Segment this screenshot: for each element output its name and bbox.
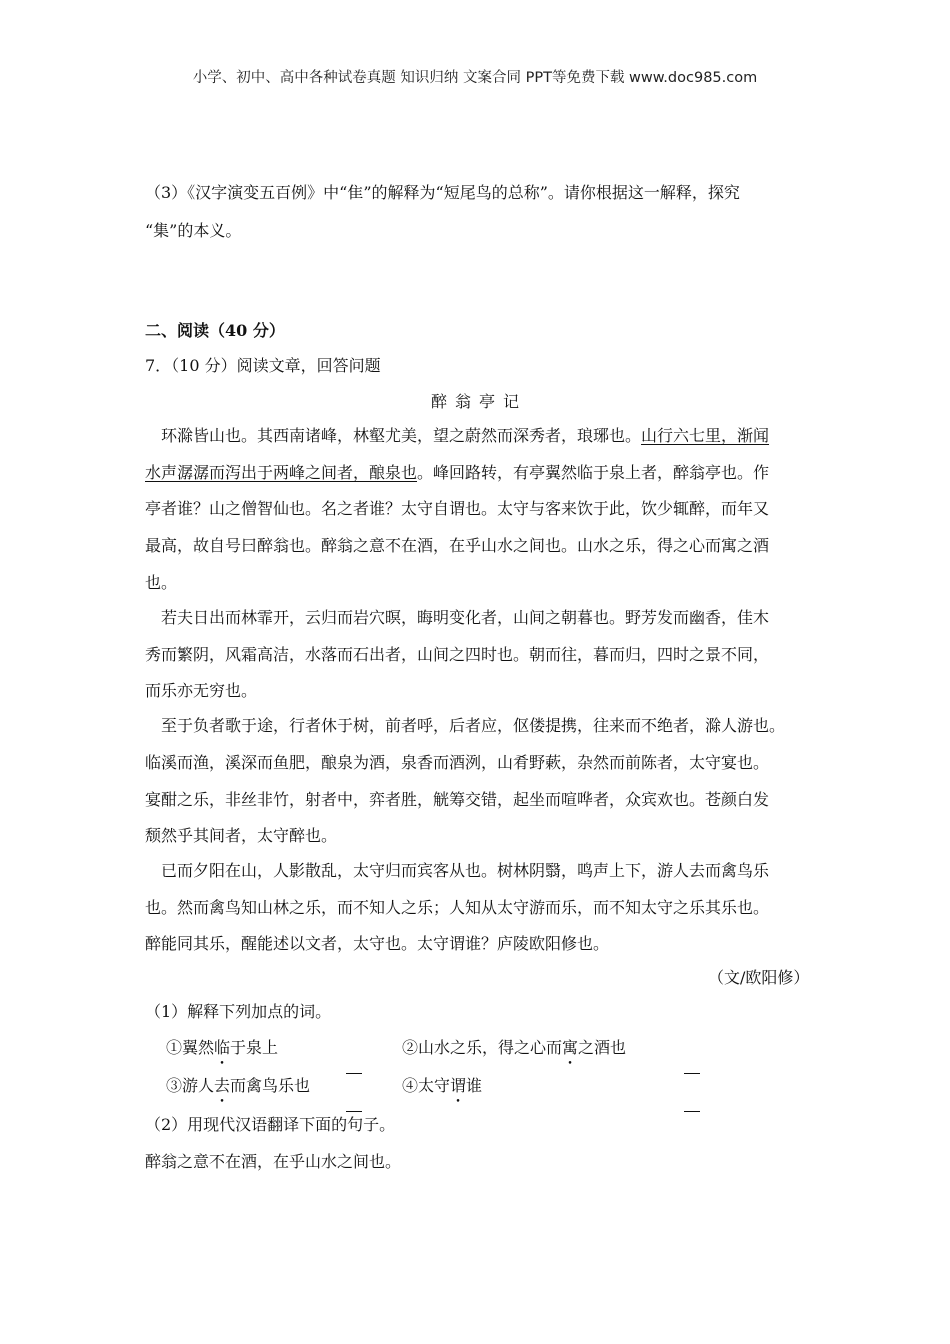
article-p3-line2: 临溪而渔，溪深而鱼肥，酿泉为酒，泉香而酒洌，山肴野蔌，杂然而前陈者，太守宴也。 bbox=[145, 753, 770, 772]
answer-blank[interactable] bbox=[346, 1093, 362, 1112]
article-p2-line1: 若夫日出而林霏开，云归而岩穴暝，晦明变化者，山间之朝暮也。野芳发而幽香，佳木 bbox=[161, 608, 770, 627]
translation-sentence: 醉翁之意不在酒，在乎山水之间也。 bbox=[145, 1152, 402, 1171]
underlined-text: 山行六七里，渐闻 bbox=[641, 426, 770, 445]
question-7-title: 7．（10 分）阅读文章，回答问题 bbox=[145, 356, 381, 375]
dotted-word: 寓 bbox=[562, 1038, 579, 1057]
q3-line-2: “集”的本义。 bbox=[145, 221, 242, 240]
item-text: 而禽鸟乐也 bbox=[230, 1076, 311, 1095]
item-number: ④ bbox=[402, 1076, 419, 1095]
item-text: 之酒也 bbox=[578, 1038, 627, 1057]
article-p4-line2: 也。然而禽鸟知山林之乐，而不知人之乐；人知从太守游而乐，而不知太守之乐其乐也。 bbox=[145, 898, 770, 917]
article-title: 醉翁亭记 bbox=[431, 392, 528, 411]
item-2 bbox=[402, 1038, 626, 1058]
article-p1-line5: 也。 bbox=[145, 573, 178, 592]
section-heading: 二、阅读（40 分） bbox=[145, 321, 285, 340]
item-4 bbox=[402, 1076, 482, 1096]
item-text: 于泉上 bbox=[230, 1038, 279, 1057]
item-number: ③ bbox=[166, 1076, 183, 1095]
item-1 bbox=[166, 1038, 278, 1058]
article-source: （文/欧阳修） bbox=[708, 968, 810, 987]
sub-question-1-prompt: （1）解释下列加点的词。 bbox=[145, 1002, 332, 1021]
item-text: 谁 bbox=[466, 1076, 483, 1095]
item-text: 游人 bbox=[182, 1076, 215, 1095]
article-p3-line3: 宴酣之乐，非丝非竹，射者中，弈者胜，觥筹交错，起坐而喧哗者，众宾欢也。苍颜白发 bbox=[145, 790, 770, 809]
underlined-text: 水声潺潺而泻出于两峰之间者，酿泉也 bbox=[145, 463, 418, 482]
item-number: ② bbox=[402, 1038, 419, 1057]
page-header-banner: 小学、初中、高中各种试卷真题 知识归纳 文案合同 PPT等免费下载 www.doc985.com bbox=[192, 70, 758, 86]
item-3 bbox=[166, 1076, 310, 1096]
dotted-word: 谓 bbox=[450, 1076, 467, 1095]
article-p1-line3: 亭者谁？山之僧智仙也。名之者谁？太守自谓也。太守与客来饮于此，饮少辄醉，而年又 bbox=[145, 499, 770, 518]
article-p3-line4: 颓然乎其间者，太守醉也。 bbox=[145, 826, 338, 845]
article-p2-line2: 秀而繁阴，风霜高洁，水落而石出者，山间之四时也。朝而往，暮而归，四时之景不同， bbox=[145, 645, 770, 664]
article-p1-line1 bbox=[161, 426, 769, 446]
item-text: 太守 bbox=[418, 1076, 451, 1095]
article-p4-line3: 醉能同其乐，醒能述以文者，太守也。太守谓谁？庐陵欧阳修也。 bbox=[145, 934, 610, 953]
q3-line-1: （3）《汉字演变五百例》中“隹”的解释为“短尾鸟的总称”。请你根据这一解释，探究 bbox=[145, 183, 740, 202]
item-number: ① bbox=[166, 1038, 183, 1057]
dotted-word: 去 bbox=[214, 1076, 231, 1095]
answer-blank[interactable] bbox=[346, 1055, 362, 1074]
dotted-word: 临 bbox=[214, 1038, 231, 1057]
item-text: 山水之乐，得之心而 bbox=[418, 1038, 563, 1057]
article-p4-line1: 已而夕阳在山，人影散乱，太守归而宾客从也。树林阴翳，鸣声上下，游人去而禽鸟乐 bbox=[161, 861, 770, 880]
article-p2-line3: 而乐亦无穷也。 bbox=[145, 681, 258, 700]
article-text: 环滁皆山也。其西南诸峰，林壑尤美，望之蔚然而深秀者，琅琊也。 bbox=[161, 426, 642, 445]
answer-blank[interactable] bbox=[684, 1055, 700, 1074]
article-p1-line2 bbox=[145, 463, 769, 483]
article-text: 。峰回路转，有亭翼然临于泉上者，醉翁亭也。作 bbox=[417, 463, 770, 482]
article-p1-line4: 最高，故自号曰醉翁也。醉翁之意不在酒，在乎山水之间也。山水之乐，得之心而寓之酒 bbox=[145, 536, 770, 555]
sub-question-2-prompt: （2）用现代汉语翻译下面的句子。 bbox=[145, 1115, 396, 1134]
article-p3-line1: 至于负者歌于途，行者休于树，前者呼，后者应，伛偻提携，往来而不绝者，滁人游也。 bbox=[161, 716, 786, 735]
answer-blank[interactable] bbox=[684, 1093, 700, 1112]
item-text: 翼然 bbox=[182, 1038, 215, 1057]
